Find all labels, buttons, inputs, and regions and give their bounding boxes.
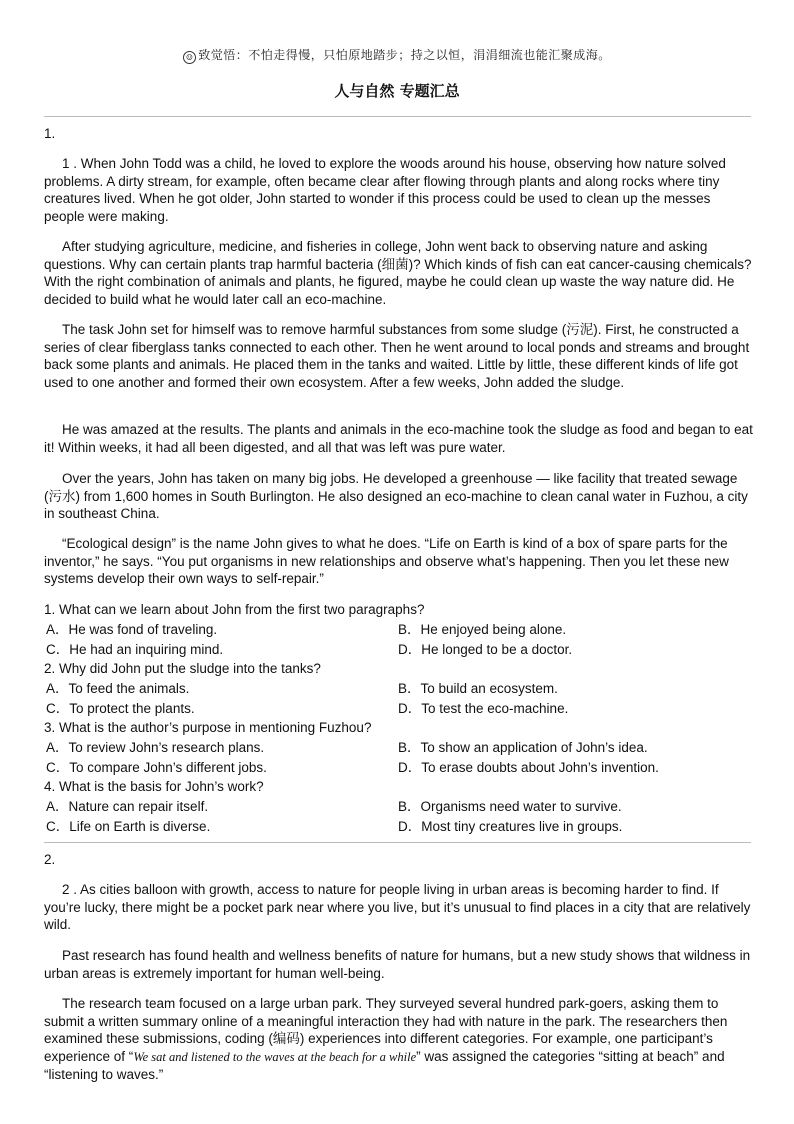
- motto-text: 致觉悟：不怕走得慢，只怕原地踏步；持之以恒，涓涓细流也能汇聚成海。: [198, 48, 611, 62]
- divider: [44, 842, 751, 843]
- option-d[interactable]: D．He longed to be a doctor.: [398, 642, 573, 657]
- smiley-icon: ☺: [183, 51, 196, 64]
- passage-paragraph: 1 . When John Todd was a child, he loved to explore the woods around his house, observing how nature solved problems. A dirty stream, for example, often became clear after flowing through plants and along rocks where tiny creatures lived. When he got older, John started to wonder if this process could be used to clean up the messes people were making.: [44, 156, 726, 224]
- passage-paragraph: “Ecological design” is the name John gives to what he does. “Life on Earth is kind of a box of spare parts for the inventor,” he says. “You put organisms in new relationships and observe what’s happening. Then you let these new systems develop their own ways to self-repair.”: [44, 536, 729, 586]
- section-number: 2.: [44, 852, 56, 867]
- option-c[interactable]: C．To protect the plants.: [46, 701, 195, 716]
- passage-paragraph: Over the years, John has taken on many big jobs. He developed a greenhouse — like facility that treated sewage (污水) from 1,600 homes in South Burlington. He also designed an eco-machine to clean canal water in Fuzhou, a city in southeast China.: [44, 471, 748, 521]
- participant-quote: We sat and listened to the waves at the beach for a while: [133, 1049, 417, 1064]
- passage-paragraph: The task John set for himself was to remove harmful substances from some sludge (污泥). First, he constructed a series of clear fiberglass tanks connected to each other. Then he went around to local ponds and streams and brought back some plants and animals. He placed them in the tanks and waited. Little by little, these different kinds of life got used to one another and formed their own ecosystem. After a few weeks, John added the sludge.: [44, 322, 750, 390]
- option-b[interactable]: B．To show an application of John’s idea.: [398, 740, 648, 755]
- option-b[interactable]: B．He enjoyed being alone.: [398, 622, 567, 637]
- paragraph-text: ” was assigned the categories “sitting at beach” and “listening to waves.”: [44, 1048, 725, 1082]
- section-number: 1.: [44, 126, 56, 141]
- option-a[interactable]: A．To review John’s research plans.: [46, 740, 265, 755]
- option-d[interactable]: D．To test the eco-machine.: [398, 701, 569, 716]
- option-c[interactable]: C．To compare John’s different jobs.: [46, 760, 267, 775]
- passage-paragraph: Past research has found health and wellness benefits of nature for humans, but a new study shows that wildness in urban areas is extremely important for human well-being.: [44, 948, 751, 981]
- question-stem: 4. What is the basis for John’s work?: [44, 779, 264, 794]
- page-title: 人与自然 专题汇总: [334, 82, 460, 100]
- option-a[interactable]: A．Nature can repair itself.: [46, 799, 209, 814]
- passage-paragraph: 2 . As cities balloon with growth, access to nature for people living in urban areas is becoming harder to find. If you’re lucky, there might be a pocket park near where you live, but it’s unusual to find places in a city that are relatively wild.: [44, 882, 751, 932]
- question-stem: 1. What can we learn about John from the first two paragraphs?: [44, 602, 425, 617]
- passage-paragraph: He was amazed at the results. The plants and animals in the eco-machine took the sludge as food and began to eat it! Within weeks, it had all been digested, and all that was left was pure water.: [44, 422, 753, 455]
- header-motto: [0, 46, 794, 64]
- option-d[interactable]: D．Most tiny creatures live in groups.: [398, 819, 623, 834]
- passage-paragraph: [44, 995, 754, 1084]
- option-d[interactable]: D．To erase doubts about John’s invention.: [398, 760, 659, 775]
- option-b[interactable]: B．Organisms need water to survive.: [398, 799, 622, 814]
- option-a[interactable]: A．He was fond of traveling.: [46, 622, 218, 637]
- option-c[interactable]: C．Life on Earth is diverse.: [46, 819, 211, 834]
- option-a[interactable]: A．To feed the animals.: [46, 681, 190, 696]
- paragraph-text: The research team focused on a large urban park. They surveyed several hundred park-goers, asking them to submit a written summary online of a meaningful interaction they had with nature in the park. The researchers then examined these submissions, coding (编码) experiences into different categories. For example, one participant’s experience of “: [44, 996, 728, 1064]
- divider: [44, 116, 751, 117]
- option-b[interactable]: B．To build an ecosystem.: [398, 681, 558, 696]
- question-stem: 3. What is the author’s purpose in mentioning Fuzhou?: [44, 720, 372, 735]
- question-stem: 2. Why did John put the sludge into the tanks?: [44, 661, 321, 676]
- passage-paragraph: After studying agriculture, medicine, and fisheries in college, John went back to observing nature and asking questions. Why can certain plants trap harmful bacteria (细菌)? Which kinds of fish can eat cancer-causing chemicals? With the right combination of animals and plants, he figured, maybe he could clean up waste the way nature did. He decided to build what he would later call an eco-machine.: [44, 239, 752, 307]
- option-c[interactable]: C．He had an inquiring mind.: [46, 642, 224, 657]
